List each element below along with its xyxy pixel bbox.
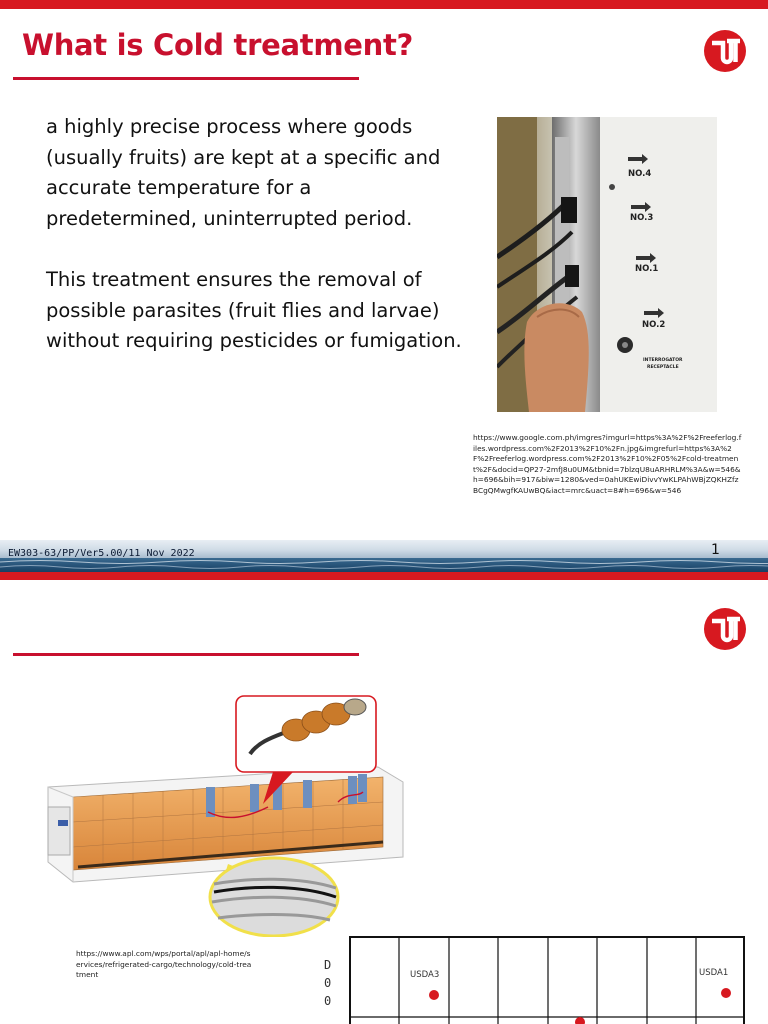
usda1-probe-marker [721, 988, 731, 998]
footer-document-id: EW303-63/PP/Ver5.00/11 Nov 2022 [8, 548, 195, 559]
container-probe-illustration [18, 692, 413, 937]
label-no1: NO.1 [635, 264, 659, 274]
usda1-label: USDA1 [699, 968, 729, 978]
usda3-label: USDA3 [410, 970, 440, 980]
body-text [46, 112, 466, 388]
grid-side-label: 0 [324, 994, 332, 1008]
grid-side-label: 0 [324, 976, 332, 990]
probe-position-grid [322, 932, 752, 1024]
title-underline [13, 77, 359, 80]
company-logo-icon [703, 607, 747, 651]
label-interrogator: INTERROGATOR [643, 358, 683, 363]
receptacle-photo [497, 117, 717, 412]
definition-paragraph: a highly precise process where goods (usually fruits) are kept at a specific and accurate temperature for a predetermined, uninterrupted period. [46, 115, 441, 230]
label-no2: NO.2 [642, 320, 666, 330]
usda3-probe-marker [429, 990, 439, 1000]
photo-source-caption: https://www.google.com.ph/imgres?imgurl=https%3A%2F%2Freeferlog.files.wordpress.com%2F2013%2F10%2Fn.jpg&imgrefurl=https%3A%2F%2Freeferlog.wordpress.com%2F2013%2F10%2F05%2Fcold-treatment%2F&docid=QP27-2mfJ8u0UM&tbnid=7blzqU8uARHRLM%3A&w=546&h=696&bih=917&biw=1280&ved=0ahUKEwiDivvYwKLPAhWBjZQKHZfzBCgQMwgfKAUwBQ&iact=mrc&uact=8#h=696&w=546 [473, 433, 742, 495]
slide-2 [0, 580, 768, 1024]
bottom-red-bar [0, 572, 768, 580]
grid-side-label: D [324, 958, 332, 972]
company-logo-icon [703, 29, 747, 73]
top-red-bar [0, 0, 768, 9]
page-number: 1 [711, 542, 720, 558]
label-no3: NO.3 [630, 213, 654, 223]
slide-title: What is Cold treatment? [22, 28, 414, 62]
label-no4: NO.4 [628, 169, 652, 179]
label-receptacle: RECEPTACLE [647, 365, 679, 370]
title-underline [13, 653, 359, 656]
illustration-source-caption: https://www.apl.com/wps/portal/apl/apl-home/services/refrigerated-cargo/technology/cold-treatment [76, 949, 252, 979]
benefit-paragraph: This treatment ensures the removal of possible parasites (fruit flies and larvae) without requiring pesticides or fumigation. [46, 268, 462, 352]
